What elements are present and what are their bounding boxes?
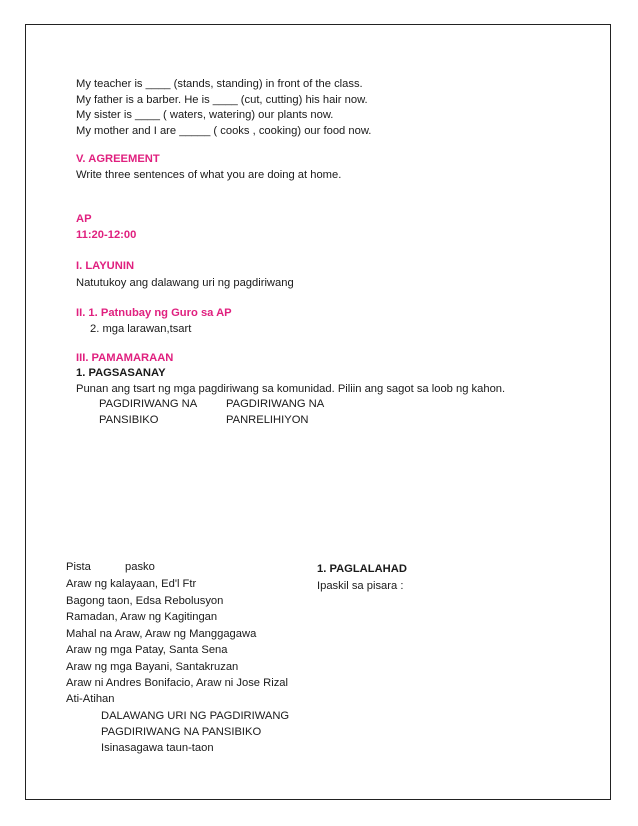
pagsasanay-instruction: Punan ang tsart ng mga pagdiriwang sa komunidad. Piliin ang sagot sa loob ng kahon.: [76, 383, 506, 395]
choice-row1-b: pasko: [125, 561, 155, 573]
exercise-line-1: My teacher is ____ (stands, standing) in front of the class.: [76, 78, 363, 90]
choice-item: Araw ng kalayaan, Ed'l Ftr: [66, 578, 197, 590]
chart-col2-line1: PAGDIRIWANG NA: [226, 398, 325, 410]
agreement-instruction: Write three sentences of what you are doing at home.: [76, 169, 342, 181]
pamamaraan-heading: III. PAMAMARAAN: [76, 352, 174, 364]
kagamitan-heading: II. 1. Patnubay ng Guro sa AP: [76, 307, 232, 319]
choice-item: Ramadan, Araw ng Kagitingan: [66, 611, 218, 623]
time-slot: 11:20-12:00: [76, 229, 137, 241]
choice-item: Bagong taon, Edsa Rebolusyon: [66, 595, 224, 607]
subject-title: AP: [76, 213, 92, 225]
exercise-line-3: My sister is ____ ( waters, watering) our plants now.: [76, 109, 334, 121]
summary-line-3: Isinasagawa taun-taon: [101, 742, 214, 754]
agreement-heading: V. AGREEMENT: [76, 153, 160, 165]
summary-line-1: DALAWANG URI NG PAGDIRIWANG: [101, 710, 290, 722]
layunin-heading: I. LAYUNIN: [76, 260, 135, 272]
summary-line-2: PAGDIRIWANG NA PANSIBIKO: [101, 726, 262, 738]
chart-col1-line2: PANSIBIKO: [99, 414, 159, 426]
paglalahad-text: Ipaskil sa pisara :: [317, 580, 404, 592]
exercise-line-4: My mother and I are _____ ( cooks , cooking) our food now.: [76, 125, 372, 137]
chart-col2-line2: PANRELIHIYON: [226, 414, 309, 426]
layunin-text: Natutukoy ang dalawang uri ng pagdiriwang: [76, 277, 294, 289]
choice-item: Ati-Atihan: [66, 693, 115, 705]
chart-col1-line1: PAGDIRIWANG NA: [99, 398, 198, 410]
choice-item: Araw ng mga Bayani, Santakruzan: [66, 661, 239, 673]
paglalahad-heading: 1. PAGLALAHAD: [317, 563, 407, 575]
exercise-line-2: My father is a barber. He is ____ (cut, cutting) his hair now.: [76, 94, 368, 106]
choice-item: Araw ni Andres Bonifacio, Araw ni Jose Rizal: [66, 677, 288, 689]
kagamitan-item-2: 2. mga larawan,tsart: [90, 323, 192, 335]
choice-item: Araw ng mga Patay, Santa Sena: [66, 644, 228, 656]
pagsasanay-heading: 1. PAGSASANAY: [76, 367, 166, 379]
choice-row1-a: Pista: [66, 561, 91, 573]
choice-item: Mahal na Araw, Araw ng Manggagawa: [66, 628, 257, 640]
